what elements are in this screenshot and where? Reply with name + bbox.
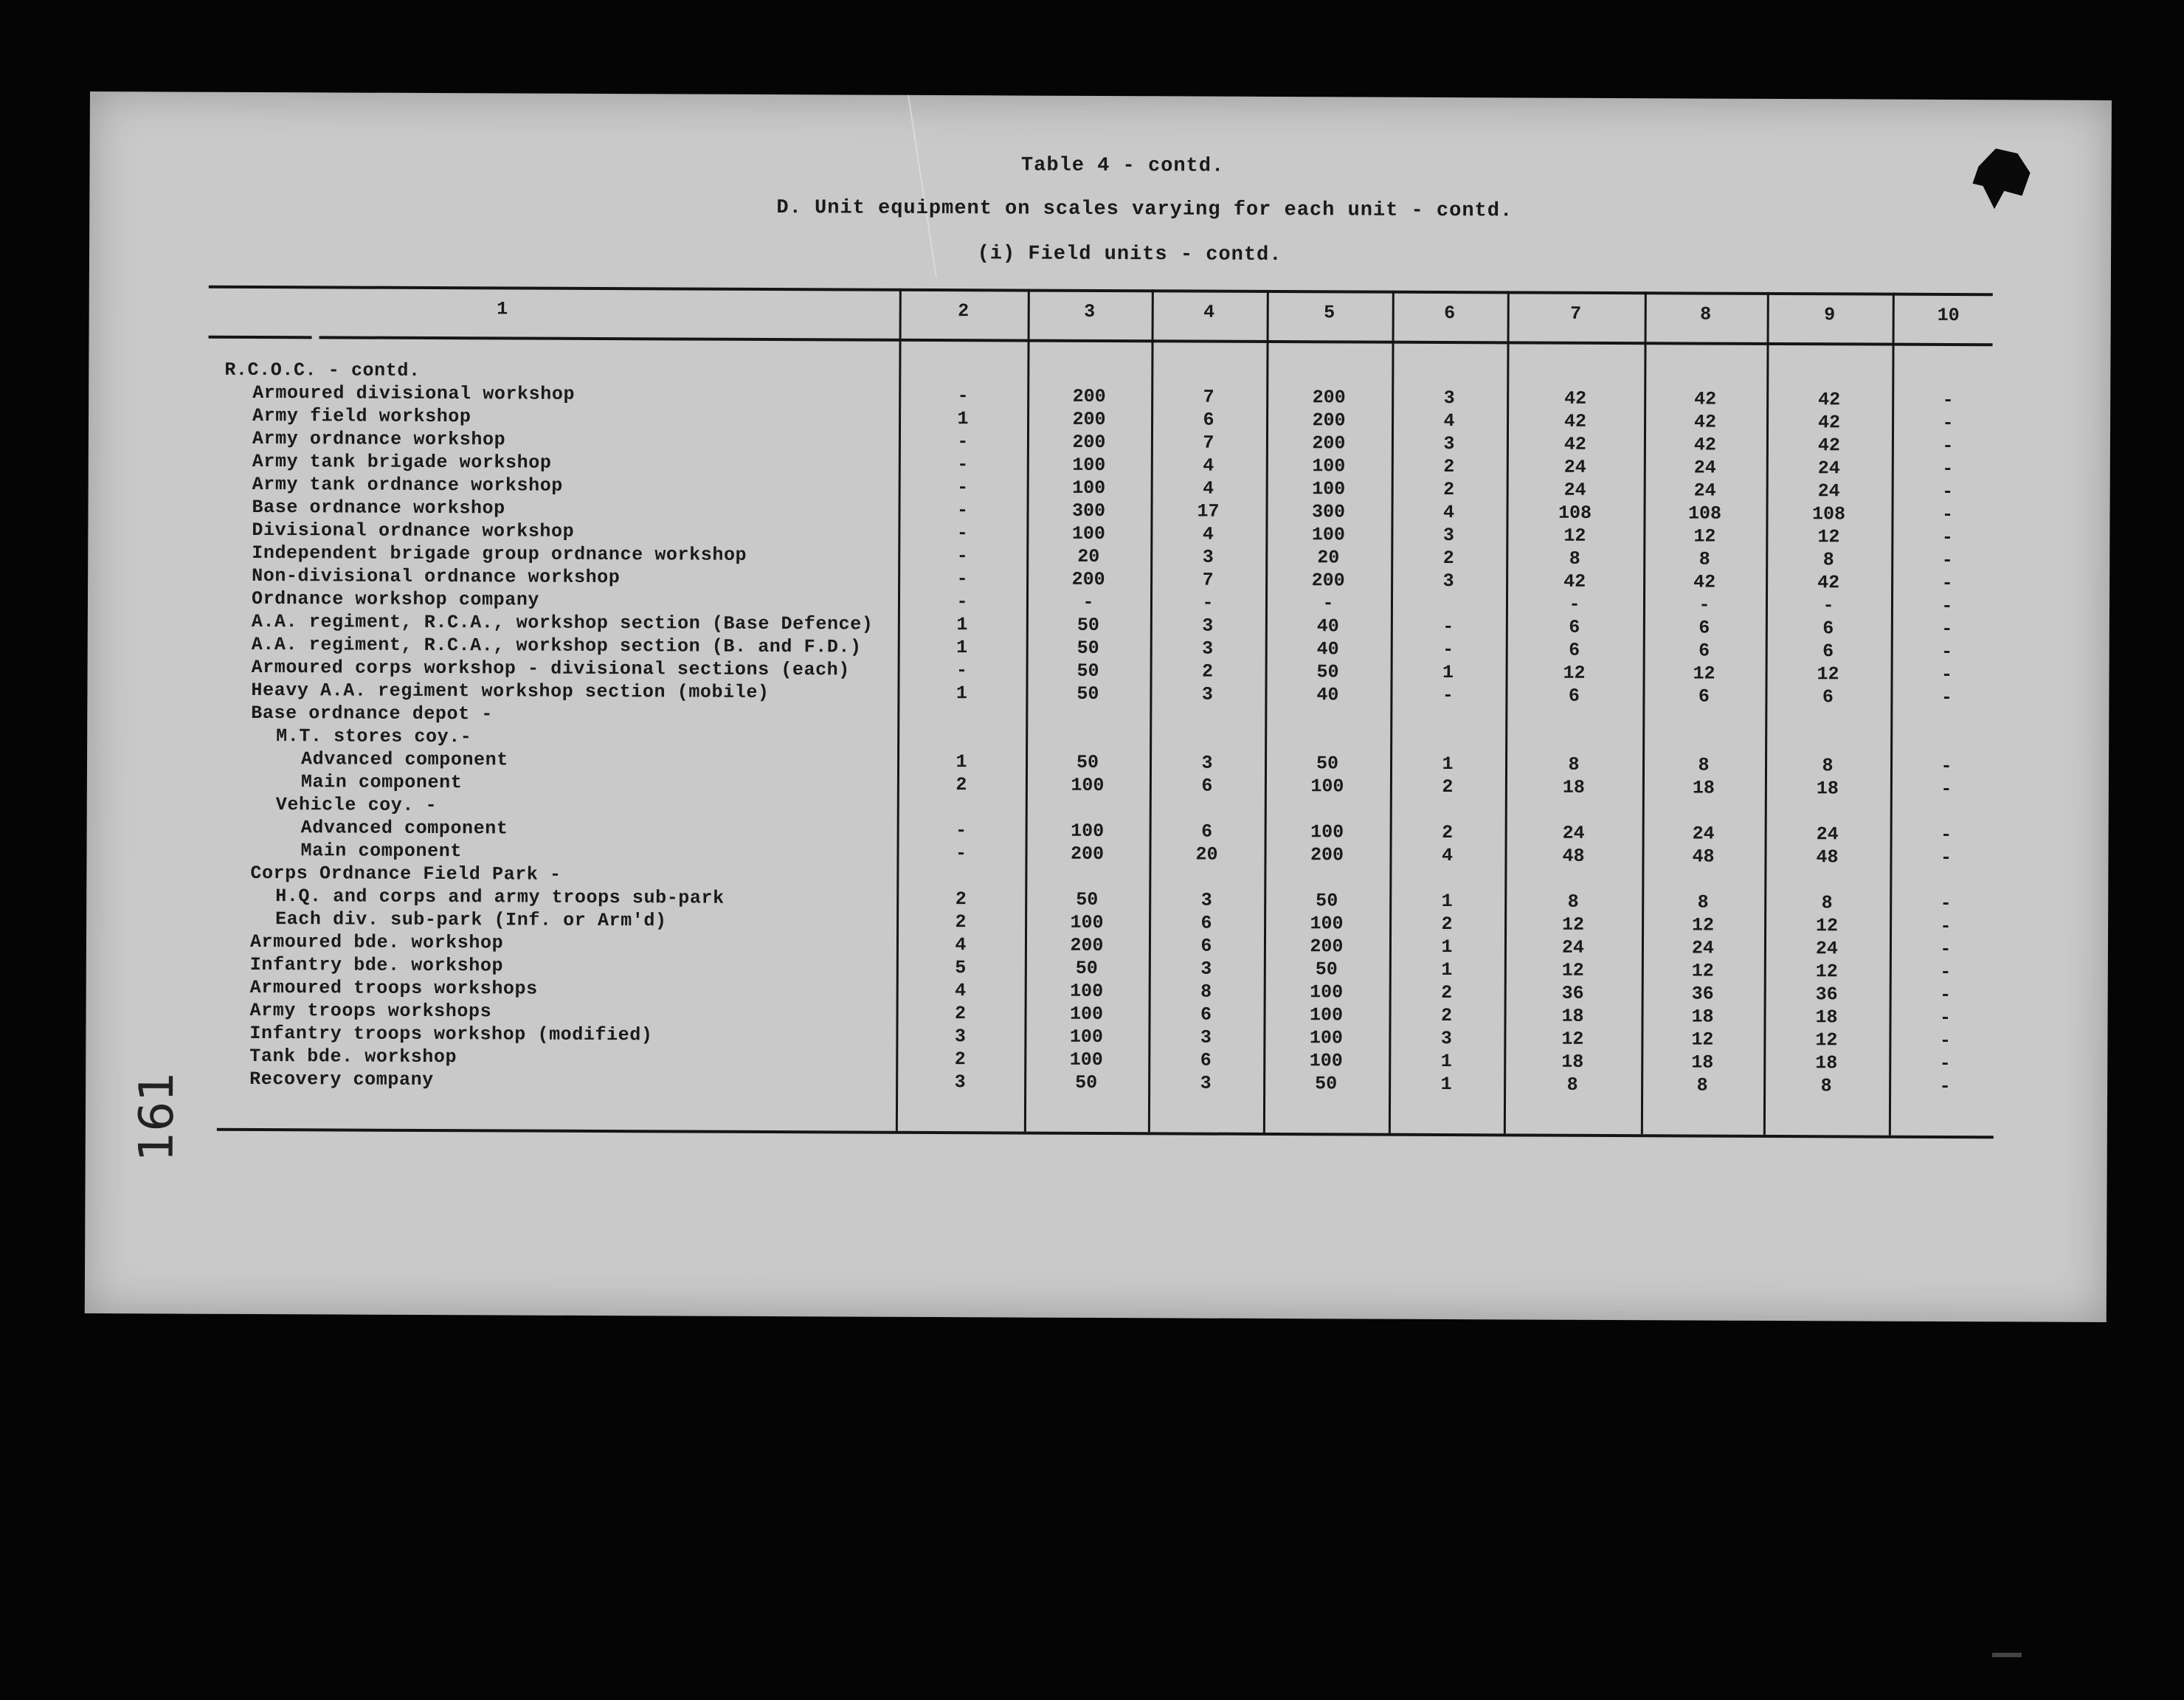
- table-cell: -: [1941, 572, 1953, 595]
- table-cell: -: [1941, 640, 1953, 663]
- table-cell: 1: [956, 637, 968, 659]
- table-cell: 100: [1309, 1027, 1343, 1049]
- table-cell: 3: [1201, 683, 1214, 705]
- table-cell: 100: [1070, 911, 1104, 934]
- row-label: Ordnance workshop company: [251, 587, 540, 611]
- table-cell: 12: [1691, 960, 1714, 982]
- table-cell: 8: [1568, 753, 1580, 775]
- row-label: R.C.O.C. - contd.: [224, 359, 421, 381]
- table-cell: -: [1822, 595, 1834, 617]
- table-cell: 42: [1693, 571, 1716, 593]
- table-cell: -: [1941, 503, 1954, 526]
- table-cell: 17: [1197, 500, 1220, 522]
- row-label: Heavy A.A. regiment workshop section (mobile): [251, 679, 770, 704]
- table-cell: 2: [1443, 479, 1455, 501]
- table-cell: 12: [1693, 525, 1716, 547]
- table-cell: -: [956, 568, 968, 590]
- table-cell: 8: [1822, 549, 1834, 571]
- table-bottom-rule: [217, 1128, 1994, 1139]
- column-number: 8: [1700, 303, 1712, 325]
- table-cell: -: [1941, 526, 1953, 549]
- table-cell: 6: [1200, 1003, 1212, 1026]
- table-cell: -: [1082, 591, 1094, 613]
- table-cell: -: [1941, 823, 1952, 846]
- table-header-rule: [319, 336, 1993, 346]
- table-cell: 1: [956, 614, 968, 636]
- table-cell: 20: [1195, 843, 1218, 865]
- table-cell: 2: [954, 1003, 967, 1025]
- table-cell: 200: [1312, 410, 1346, 432]
- table-cell: 300: [1311, 501, 1346, 523]
- table-cell: -: [1940, 846, 1952, 869]
- row-label: H.Q. and corps and army troops sub-park: [275, 885, 725, 909]
- table-cell: 18: [1691, 1051, 1714, 1074]
- row-label: Main component: [300, 771, 463, 794]
- table-cell: 24: [1562, 822, 1585, 844]
- table-cell: -: [956, 522, 968, 545]
- table-cell: 100: [1070, 980, 1104, 1003]
- table-cell: 50: [1315, 1073, 1338, 1095]
- row-label: Army field workshop: [252, 404, 471, 428]
- table-cell: 2: [1202, 660, 1214, 683]
- table-cell: 50: [1316, 890, 1338, 912]
- table-cell: 4: [955, 934, 967, 956]
- table-cell: 100: [1072, 454, 1106, 477]
- table-cell: -: [1941, 686, 1953, 709]
- row-label: Infantry bde. workshop: [249, 953, 504, 977]
- table-cell: 24: [1693, 480, 1716, 502]
- document-page: [85, 91, 2112, 1322]
- table-cell: 200: [1072, 408, 1106, 431]
- table-header-rule: [209, 336, 312, 339]
- table-cell: 100: [1310, 775, 1344, 798]
- table-cell: -: [1939, 1075, 1951, 1098]
- row-label: A.A. regiment, R.C.A., workshop section (B. and F.D.): [251, 633, 862, 658]
- table-cell: 100: [1071, 522, 1105, 545]
- table-cell: 3: [1202, 546, 1214, 568]
- table-cell: 6: [1569, 616, 1580, 638]
- table-cell: 18: [1561, 1005, 1584, 1027]
- table-cell: 50: [1075, 957, 1098, 979]
- table-cell: 48: [1562, 845, 1585, 867]
- table-cell: 12: [1563, 662, 1586, 684]
- table-cell: 8: [1696, 1074, 1708, 1096]
- table-cell: -: [1941, 549, 1953, 572]
- table-cell: 200: [1312, 432, 1346, 455]
- row-label: Recovery company: [249, 1068, 434, 1091]
- table-cell: -: [1202, 592, 1214, 614]
- table-cell: 3: [1200, 958, 1212, 980]
- table-cell: 3: [1200, 1026, 1212, 1048]
- table-cell: 4: [955, 980, 967, 1002]
- row-label: Armoured divisional workshop: [252, 381, 576, 405]
- table-cell: 20: [1077, 545, 1100, 567]
- table-cell: 4: [1442, 502, 1455, 524]
- table-title: Table 4 - contd.: [1020, 154, 1225, 178]
- table-cell: 50: [1077, 683, 1099, 705]
- table-cell: 42: [1817, 572, 1840, 594]
- row-label: Army ordnance workshop: [252, 427, 506, 451]
- table-cell: -: [1322, 592, 1334, 615]
- table-cell: 300: [1071, 500, 1106, 522]
- row-label: Infantry troops workshop (modified): [249, 1022, 653, 1046]
- table-cell: 3: [1200, 1072, 1212, 1094]
- table-cell: 7: [1202, 569, 1214, 591]
- table-cell: 3: [1201, 752, 1213, 774]
- table-cell: 4: [1203, 455, 1214, 477]
- column-number: 3: [1084, 300, 1096, 322]
- table-cell: 42: [1563, 433, 1586, 455]
- table-cell: 42: [1818, 389, 1841, 411]
- table-cell: 8: [1697, 891, 1709, 913]
- margin-annotation: 161: [129, 1071, 185, 1162]
- table-cell: 100: [1312, 478, 1346, 500]
- table-cell: 1: [1442, 753, 1454, 775]
- table-cell: 42: [1563, 410, 1587, 432]
- table-cell: -: [1942, 435, 1954, 457]
- table-cell: 4: [1441, 845, 1454, 867]
- row-label: M.T. stores coy.-: [276, 725, 472, 748]
- table-cell: 200: [1072, 385, 1106, 408]
- table-cell: 3: [1200, 889, 1212, 911]
- table-cell: 50: [1315, 958, 1338, 981]
- table-cell: 42: [1693, 411, 1717, 433]
- row-label: Non-divisional ordnance workshop: [252, 564, 621, 589]
- table-cell: 7: [1203, 386, 1214, 408]
- table-cell: 6: [1200, 912, 1212, 934]
- table-cell: 200: [1311, 570, 1345, 592]
- row-label: Army tank brigade workshop: [252, 450, 552, 474]
- table-cell: 24: [1817, 457, 1840, 480]
- table-cell: 1: [956, 683, 968, 705]
- row-label: Corps Ordnance Field Park -: [250, 862, 561, 885]
- table-cell: 36: [1815, 984, 1838, 1006]
- table-cell: 3: [1443, 433, 1455, 455]
- table-cell: 18: [1691, 1006, 1714, 1028]
- table-cell: 1: [956, 751, 967, 773]
- table-cell: 200: [1070, 843, 1105, 865]
- table-cell: 200: [1310, 936, 1344, 958]
- table-cell: 200: [1070, 934, 1104, 957]
- table-cell: 6: [1822, 640, 1834, 663]
- table-cell: 50: [1077, 660, 1099, 682]
- table-cell: 12: [1691, 1029, 1714, 1051]
- table-cell: -: [1940, 938, 1952, 961]
- table-cell: 8: [1567, 891, 1579, 913]
- table-cell: 50: [1076, 888, 1099, 911]
- column-number: 4: [1203, 301, 1215, 323]
- table-cell: -: [1942, 389, 1954, 412]
- table-top-rule: [209, 286, 1993, 297]
- table-cell: -: [1442, 616, 1454, 638]
- table-cell: 50: [1076, 751, 1099, 773]
- table-cell: 8: [1821, 892, 1833, 914]
- table-cell: 3: [954, 1026, 966, 1048]
- row-label: Vehicle coy. -: [275, 794, 438, 817]
- table-cell: 12: [1561, 1028, 1584, 1050]
- table-cell: 200: [1072, 431, 1106, 454]
- table-cell: 100: [1310, 981, 1344, 1003]
- table-cell: 2: [1440, 1005, 1453, 1027]
- table-cell: 6: [1568, 685, 1580, 707]
- table-cell: 48: [1692, 846, 1715, 868]
- row-label: Advanced component: [300, 748, 508, 771]
- row-label: Divisional ordnance workshop: [252, 519, 575, 542]
- table-cell: -: [1942, 457, 1954, 480]
- table-cell: 12: [1817, 526, 1840, 548]
- table-cell: 200: [1310, 844, 1344, 866]
- column-number: 7: [1570, 303, 1582, 325]
- column-number: 10: [1937, 304, 1960, 327]
- table-cell: 40: [1316, 684, 1339, 706]
- table-cell: 12: [1562, 913, 1585, 936]
- table-cell: 6: [1822, 618, 1834, 640]
- table-cell: 1: [1442, 662, 1454, 684]
- table-cell: 100: [1069, 1026, 1103, 1048]
- table-cell: -: [957, 431, 969, 453]
- table-cell: 8: [1566, 1074, 1578, 1096]
- table-cell: 3: [954, 1071, 966, 1093]
- table-cell: 100: [1071, 774, 1105, 797]
- table-cell: 2: [1441, 913, 1453, 936]
- table-cell: -: [1941, 663, 1953, 686]
- section-heading: D. Unit equipment on scales varying for each unit - contd.: [776, 197, 1513, 223]
- table-cell: -: [1942, 480, 1954, 503]
- table-cell: -: [1442, 685, 1454, 707]
- table-cell: -: [956, 820, 967, 842]
- table-cell: 108: [1811, 503, 1846, 525]
- table-cell: 8: [1569, 547, 1580, 570]
- table-cell: 12: [1692, 914, 1715, 936]
- table-cell: 8: [1820, 1075, 1832, 1097]
- column-number: 1: [497, 298, 508, 320]
- table-cell: 6: [1200, 1049, 1212, 1071]
- table-cell: 3: [1440, 1028, 1452, 1050]
- table-cell: 50: [1316, 661, 1339, 683]
- table-cell: 108: [1687, 502, 1722, 525]
- subsection-heading: (i) Field units - contd.: [977, 243, 1282, 267]
- table-cell: -: [1939, 1052, 1951, 1075]
- table-cell: 24: [1817, 480, 1840, 502]
- table-cell: 4: [1203, 477, 1214, 500]
- table-cell: 12: [1693, 663, 1715, 685]
- column-number: 5: [1324, 302, 1335, 324]
- table-cell: -: [1941, 778, 1952, 801]
- table-cell: 20: [1317, 547, 1340, 569]
- table-cell: 36: [1561, 982, 1584, 1004]
- table-cell: -: [1940, 915, 1952, 938]
- table-cell: 3: [1443, 387, 1455, 410]
- row-label: Armoured corps workshop - divisional sections (each): [251, 656, 850, 681]
- table-cell: 100: [1069, 1048, 1103, 1071]
- table-cell: 12: [1815, 1029, 1838, 1051]
- table-cell: -: [1940, 984, 1952, 1006]
- table-cell: 3: [1202, 638, 1214, 660]
- table-cell: -: [955, 843, 967, 865]
- table-cell: -: [1940, 961, 1952, 984]
- table-cell: 24: [1563, 479, 1586, 501]
- table-cell: 100: [1309, 1050, 1343, 1072]
- table-cell: 100: [1311, 524, 1345, 546]
- table-cell: 2: [955, 911, 967, 933]
- table-cell: 1: [1441, 959, 1453, 981]
- table-cell: 1: [1440, 1051, 1452, 1073]
- table-cell: 12: [1563, 525, 1586, 547]
- table-cell: 42: [1564, 387, 1587, 410]
- table-cell: 2: [955, 888, 967, 911]
- table-cell: 24: [1691, 937, 1715, 959]
- column-number: 9: [1824, 304, 1836, 326]
- table-cell: 18: [1816, 778, 1839, 800]
- column-number: 2: [958, 300, 970, 322]
- table-cell: 1: [957, 408, 969, 430]
- table-cell: 2: [1442, 776, 1454, 798]
- table-cell: -: [1941, 755, 1952, 778]
- table-cell: 48: [1816, 846, 1839, 868]
- table-cell: 42: [1694, 388, 1717, 410]
- table-cell: -: [1939, 1029, 1951, 1052]
- row-label: Independent brigade group ordnance workshop: [252, 542, 747, 566]
- table-cell: 50: [1075, 1071, 1098, 1093]
- table-cell: 7: [1203, 432, 1214, 454]
- table-cell: -: [957, 477, 969, 499]
- table-cell: -: [957, 454, 969, 476]
- table-cell: 18: [1815, 1052, 1838, 1074]
- table-cell: 24: [1561, 936, 1585, 958]
- table-cell: 100: [1310, 913, 1344, 935]
- table-cell: 50: [1316, 753, 1339, 775]
- table-cell: 24: [1563, 456, 1586, 478]
- table-cell: 6: [1569, 639, 1580, 661]
- table-cell: -: [956, 500, 969, 522]
- table-cell: -: [1941, 618, 1953, 640]
- table-cell: 18: [1692, 777, 1715, 799]
- table-cell: -: [1569, 593, 1580, 615]
- table-cell: -: [1442, 639, 1454, 661]
- table-cell: -: [1940, 892, 1952, 915]
- table-cell: -: [956, 591, 968, 613]
- table-cell: 2: [1441, 982, 1453, 1004]
- table-cell: 100: [1072, 477, 1106, 500]
- table-cell: 6: [1699, 640, 1710, 662]
- row-label: Base ordnance workshop: [252, 496, 505, 519]
- table-cell: -: [957, 385, 969, 407]
- table-cell: 42: [1563, 570, 1586, 592]
- table-cell: 200: [1071, 568, 1105, 591]
- table-cell: 100: [1069, 1003, 1104, 1026]
- table-cell: 6: [1203, 409, 1214, 431]
- table-cell: -: [1941, 595, 1953, 618]
- table-cell: 2: [956, 774, 967, 796]
- table-cell: 12: [1561, 959, 1584, 981]
- table-cell: 42: [1817, 412, 1841, 434]
- table-cell: 8: [1822, 755, 1834, 777]
- row-label: Armoured troops workshops: [249, 976, 538, 1000]
- table-cell: 40: [1316, 615, 1339, 638]
- table-cell: -: [1942, 412, 1954, 435]
- table-cell: 12: [1815, 961, 1838, 983]
- table-cell: 36: [1691, 983, 1714, 1005]
- row-label: Advanced component: [300, 817, 508, 840]
- table-cell: 100: [1312, 455, 1346, 477]
- table-cell: -: [956, 660, 968, 682]
- table-cell: 24: [1816, 823, 1839, 846]
- table-cell: 100: [1071, 820, 1105, 843]
- table-cell: 5: [955, 957, 967, 979]
- table-cell: 18: [1815, 1006, 1838, 1029]
- row-label: Tank bde. workshop: [249, 1045, 457, 1068]
- table-cell: 1: [1441, 891, 1453, 913]
- table-cell: 1: [1440, 1074, 1452, 1096]
- row-label: A.A. regiment, R.C.A., workshop section (Base Defence): [251, 610, 874, 635]
- table-cell: 6: [1699, 617, 1710, 639]
- table-cell: 3: [1202, 615, 1214, 637]
- table-cell: 18: [1562, 776, 1585, 798]
- table-cell: 200: [1312, 387, 1346, 409]
- row-label: Main component: [300, 840, 463, 863]
- table-cell: -: [1699, 594, 1710, 616]
- table-cell: 100: [1309, 1004, 1344, 1026]
- table-cell: 24: [1693, 457, 1716, 479]
- table-cell: 12: [1817, 663, 1839, 685]
- table-cell: 4: [1202, 523, 1214, 545]
- table-cell: -: [956, 545, 968, 567]
- table-cell: 24: [1815, 938, 1839, 960]
- table-cell: 100: [1310, 821, 1344, 843]
- table-cell: 1: [1441, 936, 1453, 958]
- table-cell: 2: [1442, 547, 1454, 570]
- table-cell: 6: [1698, 685, 1710, 708]
- table-cell: -: [1939, 1006, 1952, 1029]
- table-cell: 50: [1077, 614, 1099, 636]
- table-cell: 6: [1200, 935, 1212, 957]
- table-cell: 108: [1558, 502, 1592, 524]
- table-cell: 2: [1442, 822, 1454, 844]
- table-cell: 2: [1443, 456, 1455, 478]
- row-label: Army tank ordnance workshop: [252, 473, 564, 497]
- table-cell: 8: [1698, 754, 1710, 776]
- table-cell: 18: [1561, 1051, 1584, 1073]
- table-cell: 6: [1201, 775, 1213, 797]
- row-label: Army troops workshops: [249, 999, 492, 1023]
- row-label: Armoured bde. workshop: [249, 930, 504, 954]
- row-label: Base ordnance depot -: [251, 702, 494, 725]
- column-number: 6: [1444, 303, 1456, 325]
- table-cell: 4: [1443, 410, 1455, 432]
- table-cell: 42: [1693, 434, 1716, 456]
- table-cell: 40: [1316, 638, 1339, 660]
- table-cell: 8: [1200, 981, 1212, 1003]
- table-cell: 12: [1816, 915, 1839, 937]
- table-cell: 50: [1077, 637, 1099, 659]
- table-cell: 3: [1442, 570, 1454, 592]
- table-cell: 6: [1822, 686, 1834, 708]
- table-cell: 24: [1692, 823, 1715, 845]
- table-cell: 2: [954, 1048, 966, 1071]
- film-mark: [1992, 1653, 2022, 1657]
- table-cell: 3: [1442, 525, 1454, 547]
- row-label: Each div. sub-park (Inf. or Arm'd): [275, 908, 667, 932]
- table-cell: 42: [1817, 435, 1840, 457]
- table-cell: 6: [1201, 820, 1213, 843]
- table-cell: 8: [1699, 548, 1710, 570]
